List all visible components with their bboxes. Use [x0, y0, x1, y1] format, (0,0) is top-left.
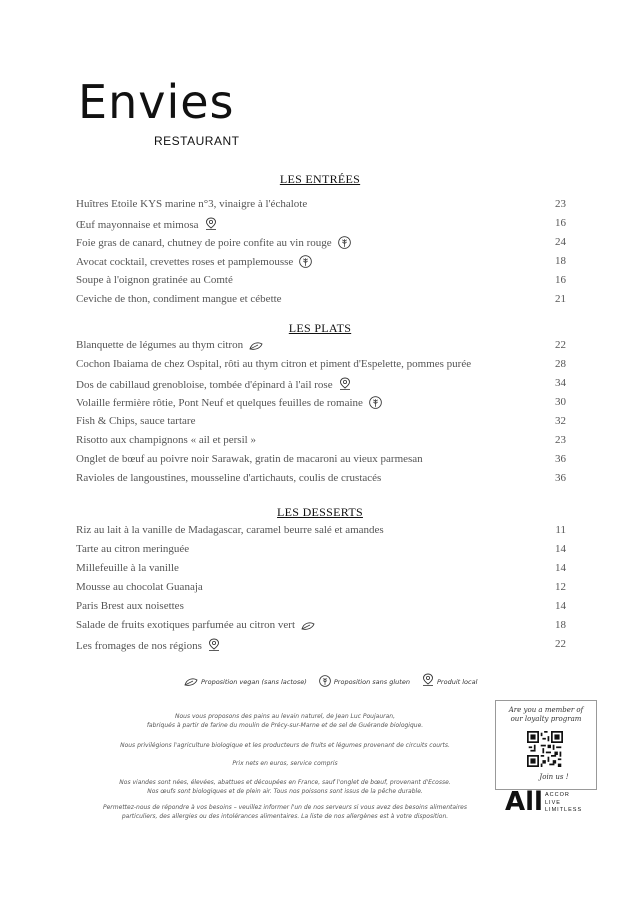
pin-icon — [422, 673, 434, 689]
pin-icon — [205, 217, 217, 234]
menu-item — [76, 524, 566, 540]
menu-item-price: 18 — [555, 255, 566, 267]
menu-item — [76, 217, 566, 233]
wheat-icon — [299, 255, 312, 271]
menu-item — [76, 274, 566, 290]
leaf-icon — [249, 341, 263, 354]
menu-item-name — [76, 236, 351, 252]
menu-item-name — [76, 293, 282, 305]
note-line: Permettez-nous de répondre à vos besoins – veuillez informer l'un de nos serveurs si vous avez des besoins alimentaires — [103, 804, 467, 811]
section-title: LES DESSERTS — [277, 505, 363, 519]
menu-item-label: Risotto aux champignons « ail et persil » — [76, 434, 256, 446]
menu-item-label: Volaille fermière rôtie, Pont Neuf et quelques feuilles de romaine — [76, 397, 363, 409]
menu-item-label: Millefeuille à la vanille — [76, 562, 179, 574]
menu-item-price: 11 — [555, 524, 566, 536]
menu-item-price: 36 — [555, 453, 566, 465]
menu-item-price: 14 — [555, 600, 566, 612]
menu-item-price: 30 — [555, 396, 566, 408]
accor-line: LIVE — [545, 799, 561, 806]
legend-gluten-label: Proposition sans gluten — [333, 678, 410, 686]
menu-item-price: 16 — [555, 274, 566, 286]
menu-item — [76, 543, 566, 559]
wheat-icon — [369, 396, 382, 412]
menu-item-price: 22 — [555, 339, 566, 351]
menu-item-price: 18 — [555, 619, 566, 631]
menu-item-name — [76, 377, 351, 394]
menu-item — [76, 415, 566, 431]
menu-item-label: Riz au lait à la vanille de Madagascar, caramel beurre salé et amandes — [76, 524, 384, 536]
menu-item-label: Dos de cabillaud grenobloise, tombée d'épinard à l'ail rose — [76, 379, 333, 391]
legend — [184, 673, 504, 689]
menu-item — [76, 638, 566, 654]
note-bread — [60, 712, 510, 730]
menu-item — [76, 472, 566, 488]
menu-item — [76, 434, 566, 450]
menu-item-name — [76, 562, 179, 574]
menu-item — [76, 358, 566, 374]
brand-subtitle: RESTAURANT — [154, 134, 240, 148]
menu-item-price: 16 — [555, 217, 566, 229]
menu-item-name — [76, 339, 263, 354]
legend-gluten — [319, 678, 412, 686]
note-meat — [60, 778, 510, 796]
menu-item-label: Huîtres Etoile KYS marine n°3, vinaigre à l'échalote — [76, 198, 308, 210]
menu-item — [76, 339, 566, 355]
menu-item-name — [76, 543, 189, 555]
menu-item-name — [76, 198, 307, 210]
menu-item — [76, 396, 566, 412]
note-line: Nos viandes sont nées, élevées, abattues et découpées en France, sauf l'onglet de bœuf, provenant d'Ecosse. — [119, 779, 451, 786]
leaf-icon — [301, 621, 315, 634]
wheat-icon — [338, 236, 351, 252]
menu-item-name — [76, 453, 423, 465]
menu-item-name — [76, 600, 184, 612]
menu-item-name — [76, 434, 256, 446]
menu-item-label: Salade de fruits exotiques parfumée au citron vert — [76, 619, 296, 631]
menu-item-name — [76, 274, 233, 286]
menu-item-price: 14 — [555, 543, 566, 555]
menu-item-price: 23 — [555, 434, 566, 446]
menu-item-label: Cochon Ibaiama de chez Ospital, rôti au thym citron et piment d'Espelette, pommes purée — [76, 358, 472, 370]
legend-vegan-label: Proposition vegan (sans lactose) — [201, 678, 307, 686]
menu-item-name — [76, 396, 382, 412]
accor-all-letters: All — [505, 787, 543, 817]
menu-item-label: Mousse au chocolat Guanaja — [76, 581, 203, 593]
menu-item-name — [76, 358, 471, 370]
menu-item-name — [76, 524, 384, 536]
menu-item-price: 36 — [555, 472, 566, 484]
menu-item — [76, 581, 566, 597]
menu-item-label: Paris Brest aux noisettes — [76, 600, 184, 612]
menu-item-label: Fish & Chips, sauce tartare — [76, 415, 196, 427]
menu-item — [76, 255, 566, 271]
menu-item — [76, 198, 566, 214]
menu-item-price: 32 — [555, 415, 566, 427]
note-line: Nous vous proposons des pains au levain naturel, de Jean Luc Poujauran, — [175, 713, 395, 720]
menu-item-price: 34 — [555, 377, 566, 389]
menu-item-label: Soupe à l'oignon gratinée au Comté — [76, 274, 233, 286]
menu-item-name — [76, 619, 315, 634]
note-line: particuliers, des allergies ou des intolérances alimentaires. La liste de nos allergènes est à votre disposition. — [121, 813, 449, 820]
menu-item-label: Œuf mayonnaise et mimosa — [76, 219, 199, 231]
menu-item — [76, 600, 566, 616]
menu-item-price: 14 — [555, 562, 566, 574]
menu-item — [76, 293, 566, 309]
accor-tagline — [545, 792, 582, 815]
menu-item-price: 23 — [555, 198, 566, 210]
menu-item-name — [76, 217, 217, 234]
menu-item-label: Les fromages de nos régions — [76, 640, 202, 652]
section-title: LES PLATS — [288, 321, 352, 335]
restaurant-logo — [78, 75, 248, 150]
note-line: Nous privilégions l'agriculture biologique et les producteurs de fruits et légumes provenant de circuits courts. — [120, 742, 450, 749]
menu-item-price: 22 — [555, 638, 566, 650]
menu-item — [76, 377, 566, 393]
note-allergens — [60, 803, 510, 821]
menu-item-name — [76, 581, 203, 593]
section-title: LES ENTRÉES — [279, 172, 361, 186]
note-line: fabriqués à partir de farine du moulin de Précy-sur-Marne et de sel de Guérande biologique. — [146, 722, 424, 729]
pin-icon — [339, 377, 351, 394]
legend-vegan — [184, 678, 309, 686]
menu-item-price: 21 — [555, 293, 566, 305]
menu-item — [76, 453, 566, 469]
loyalty-line-1: Are you a member of — [508, 706, 584, 714]
menu-item-name — [76, 255, 312, 271]
brand-name: Envies — [78, 75, 235, 129]
menu-item-label: Onglet de bœuf au poivre noir Sarawak, gratin de macaroni au vieux parmesan — [76, 453, 423, 465]
note-organic — [60, 741, 510, 750]
note-line: Prix nets en euros, service compris — [232, 760, 338, 767]
loyalty-line-2: our loyalty program — [510, 715, 582, 723]
accor-line: LIMITLESS — [545, 807, 583, 813]
menu-item-label: Tarte au citron meringuée — [76, 543, 190, 555]
loyalty-cta: Join us ! — [539, 773, 569, 781]
legend-local — [422, 678, 477, 686]
menu-item-name — [76, 472, 381, 484]
leaf-icon — [184, 677, 198, 689]
menu-item — [76, 619, 566, 635]
menu-item-price: 12 — [555, 581, 566, 593]
accor-all-logo — [505, 788, 595, 818]
note-prices — [60, 759, 510, 768]
wheat-icon — [319, 675, 331, 689]
qr-code[interactable] — [527, 731, 563, 767]
accor-line: ACCOR — [545, 792, 570, 798]
note-line: Nos œufs sont biologiques et de plein air. Tous nos poissons sont issus de la pêche durable. — [147, 788, 423, 795]
menu-item-price: 28 — [555, 358, 566, 370]
pin-icon — [208, 638, 220, 655]
menu-item — [76, 236, 566, 252]
menu-item-name — [76, 415, 195, 427]
legend-local-label: Produit local — [437, 678, 478, 686]
menu-item-label: Ravioles de langoustines, mousseline d'artichauts, coulis de crustacés — [76, 472, 382, 484]
menu-item-label: Avocat cocktail, crevettes roses et pamplemousse — [76, 256, 294, 268]
menu-item — [76, 562, 566, 578]
menu-item-label: Foie gras de canard, chutney de poire confite au vin rouge — [76, 237, 332, 249]
menu-item-price: 24 — [555, 236, 566, 248]
menu-item-label: Blanquette de légumes au thym citron — [76, 339, 244, 351]
menu-item-name — [76, 638, 220, 655]
loyalty-qr-card[interactable] — [495, 700, 597, 790]
menu-item-label: Ceviche de thon, condiment mangue et cébette — [76, 293, 282, 305]
